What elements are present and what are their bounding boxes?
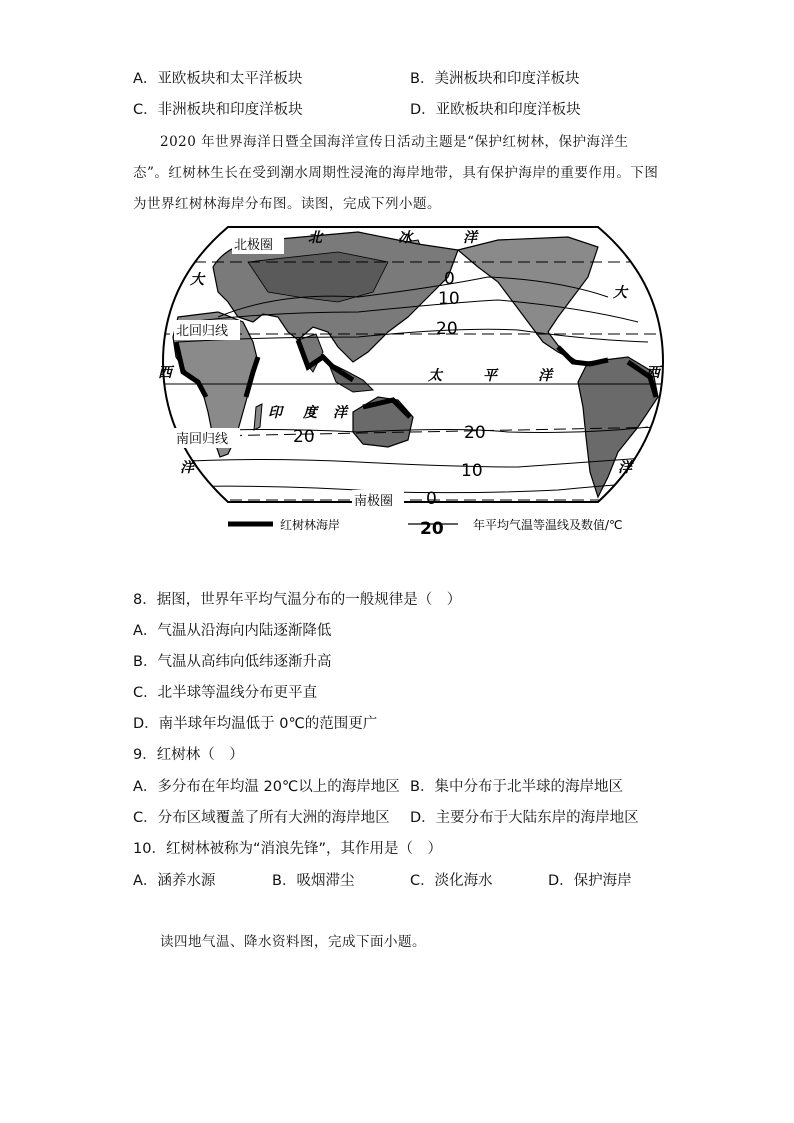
isotherm-value-s0: 0	[426, 489, 437, 509]
passage-line-3: 为世界红树林海岸分布图。读图，完成下列小题。	[133, 196, 441, 212]
atlantic-left-char-1: 大	[190, 272, 204, 288]
next-intro: 读四地气温、降水资料图，完成下面小题。	[160, 934, 426, 950]
tropic-capricorn-label: 南回归线	[176, 432, 229, 447]
atlantic-right-char-3: 洋	[618, 460, 632, 476]
legend-isotherm-label: 年平均气温等温线及数值/℃	[473, 518, 623, 532]
prev-option-c: C．非洲板块和印度洋板块	[133, 102, 303, 118]
arctic-ocean-char-3: 洋	[463, 230, 477, 246]
isotherm-value-n20: 20	[436, 319, 458, 339]
q8-option-a: A．气温从沿海向内陆逐渐降低	[133, 623, 332, 639]
q10-option-a: A．涵养水源	[133, 873, 216, 889]
q9-option-b: B．集中分布于北半球的海岸地区	[410, 779, 623, 795]
passage-line-2: 态”。红树林生长在受到潮水周期性浸淹的海岸地带，具有保护海岸的重要作用。下图	[133, 165, 659, 181]
passage-line-1: 2020 年世界海洋日暨全国海洋宣传日活动主题是“保护红树林，保护海洋生	[160, 134, 629, 150]
q10-stem: 10．红树林被称为“消浪先锋”，其作用是（ ）	[133, 841, 442, 857]
pacific-ocean-char-3: 洋	[538, 368, 552, 384]
q10-option-c: C．淡化海水	[410, 873, 493, 889]
q10-option-b: B．吸烟滞尘	[272, 873, 355, 889]
isotherm-value-s20-left: 20	[293, 427, 315, 447]
atlantic-right-char-2: 西	[646, 365, 660, 381]
arctic-circle-label: 北极圈	[234, 238, 274, 253]
pacific-ocean-char-2: 平	[483, 368, 497, 384]
arctic-ocean-char-2: 冰	[398, 230, 412, 246]
prev-option-b: B．美洲板块和印度洋板块	[410, 71, 580, 87]
q8-option-c: C．北半球等温线分布更平直	[133, 685, 318, 701]
q9-option-a: A．多分布在年均温 20℃以上的海岸地区	[133, 779, 400, 795]
mangrove-world-map	[158, 222, 668, 542]
q8-option-d: D．南半球年均温低于 0℃的范围更广	[133, 716, 378, 732]
indian-ocean-char-3: 洋	[333, 405, 347, 421]
isotherm-value-s20-right: 20	[464, 423, 486, 443]
atlantic-right-char-1: 大	[613, 285, 627, 301]
q9-stem: 9．红树林（ ）	[133, 747, 244, 763]
isotherm-value-s10: 10	[461, 461, 483, 481]
q9-option-d: D．主要分布于大陆东岸的海岸地区	[410, 810, 639, 826]
prev-option-a: A．亚欧板块和太平洋板块	[133, 71, 303, 87]
prev-option-d: D．亚欧板块和印度洋板块	[410, 102, 581, 118]
pacific-ocean-char-1: 太	[428, 368, 442, 384]
antarctic-circle-label: 南极圈	[354, 494, 394, 509]
isotherm-value-n0: 0	[444, 269, 455, 289]
q9-option-c: C．分布区域覆盖了所有大洲的海岸地区	[133, 810, 390, 826]
q8-stem: 8．据图，世界年平均气温分布的一般规律是（ ）	[133, 592, 462, 608]
atlantic-left-char-2: 西	[158, 365, 172, 381]
legend-mangrove-label: 红树林海岸	[280, 518, 341, 532]
legend-isotherm-sample: 20	[420, 519, 444, 539]
arctic-ocean-char-1: 北	[308, 230, 322, 246]
indian-ocean-char-1: 印	[268, 405, 282, 421]
indian-ocean-char-2: 度	[303, 405, 317, 421]
atlantic-left-char-3: 洋	[180, 460, 194, 476]
tropic-cancer-label: 北回归线	[176, 324, 229, 339]
q10-option-d: D．保护海岸	[548, 873, 632, 889]
isotherm-value-n10: 10	[438, 289, 460, 309]
q8-option-b: B．气温从高纬向低纬逐渐升高	[133, 654, 332, 670]
